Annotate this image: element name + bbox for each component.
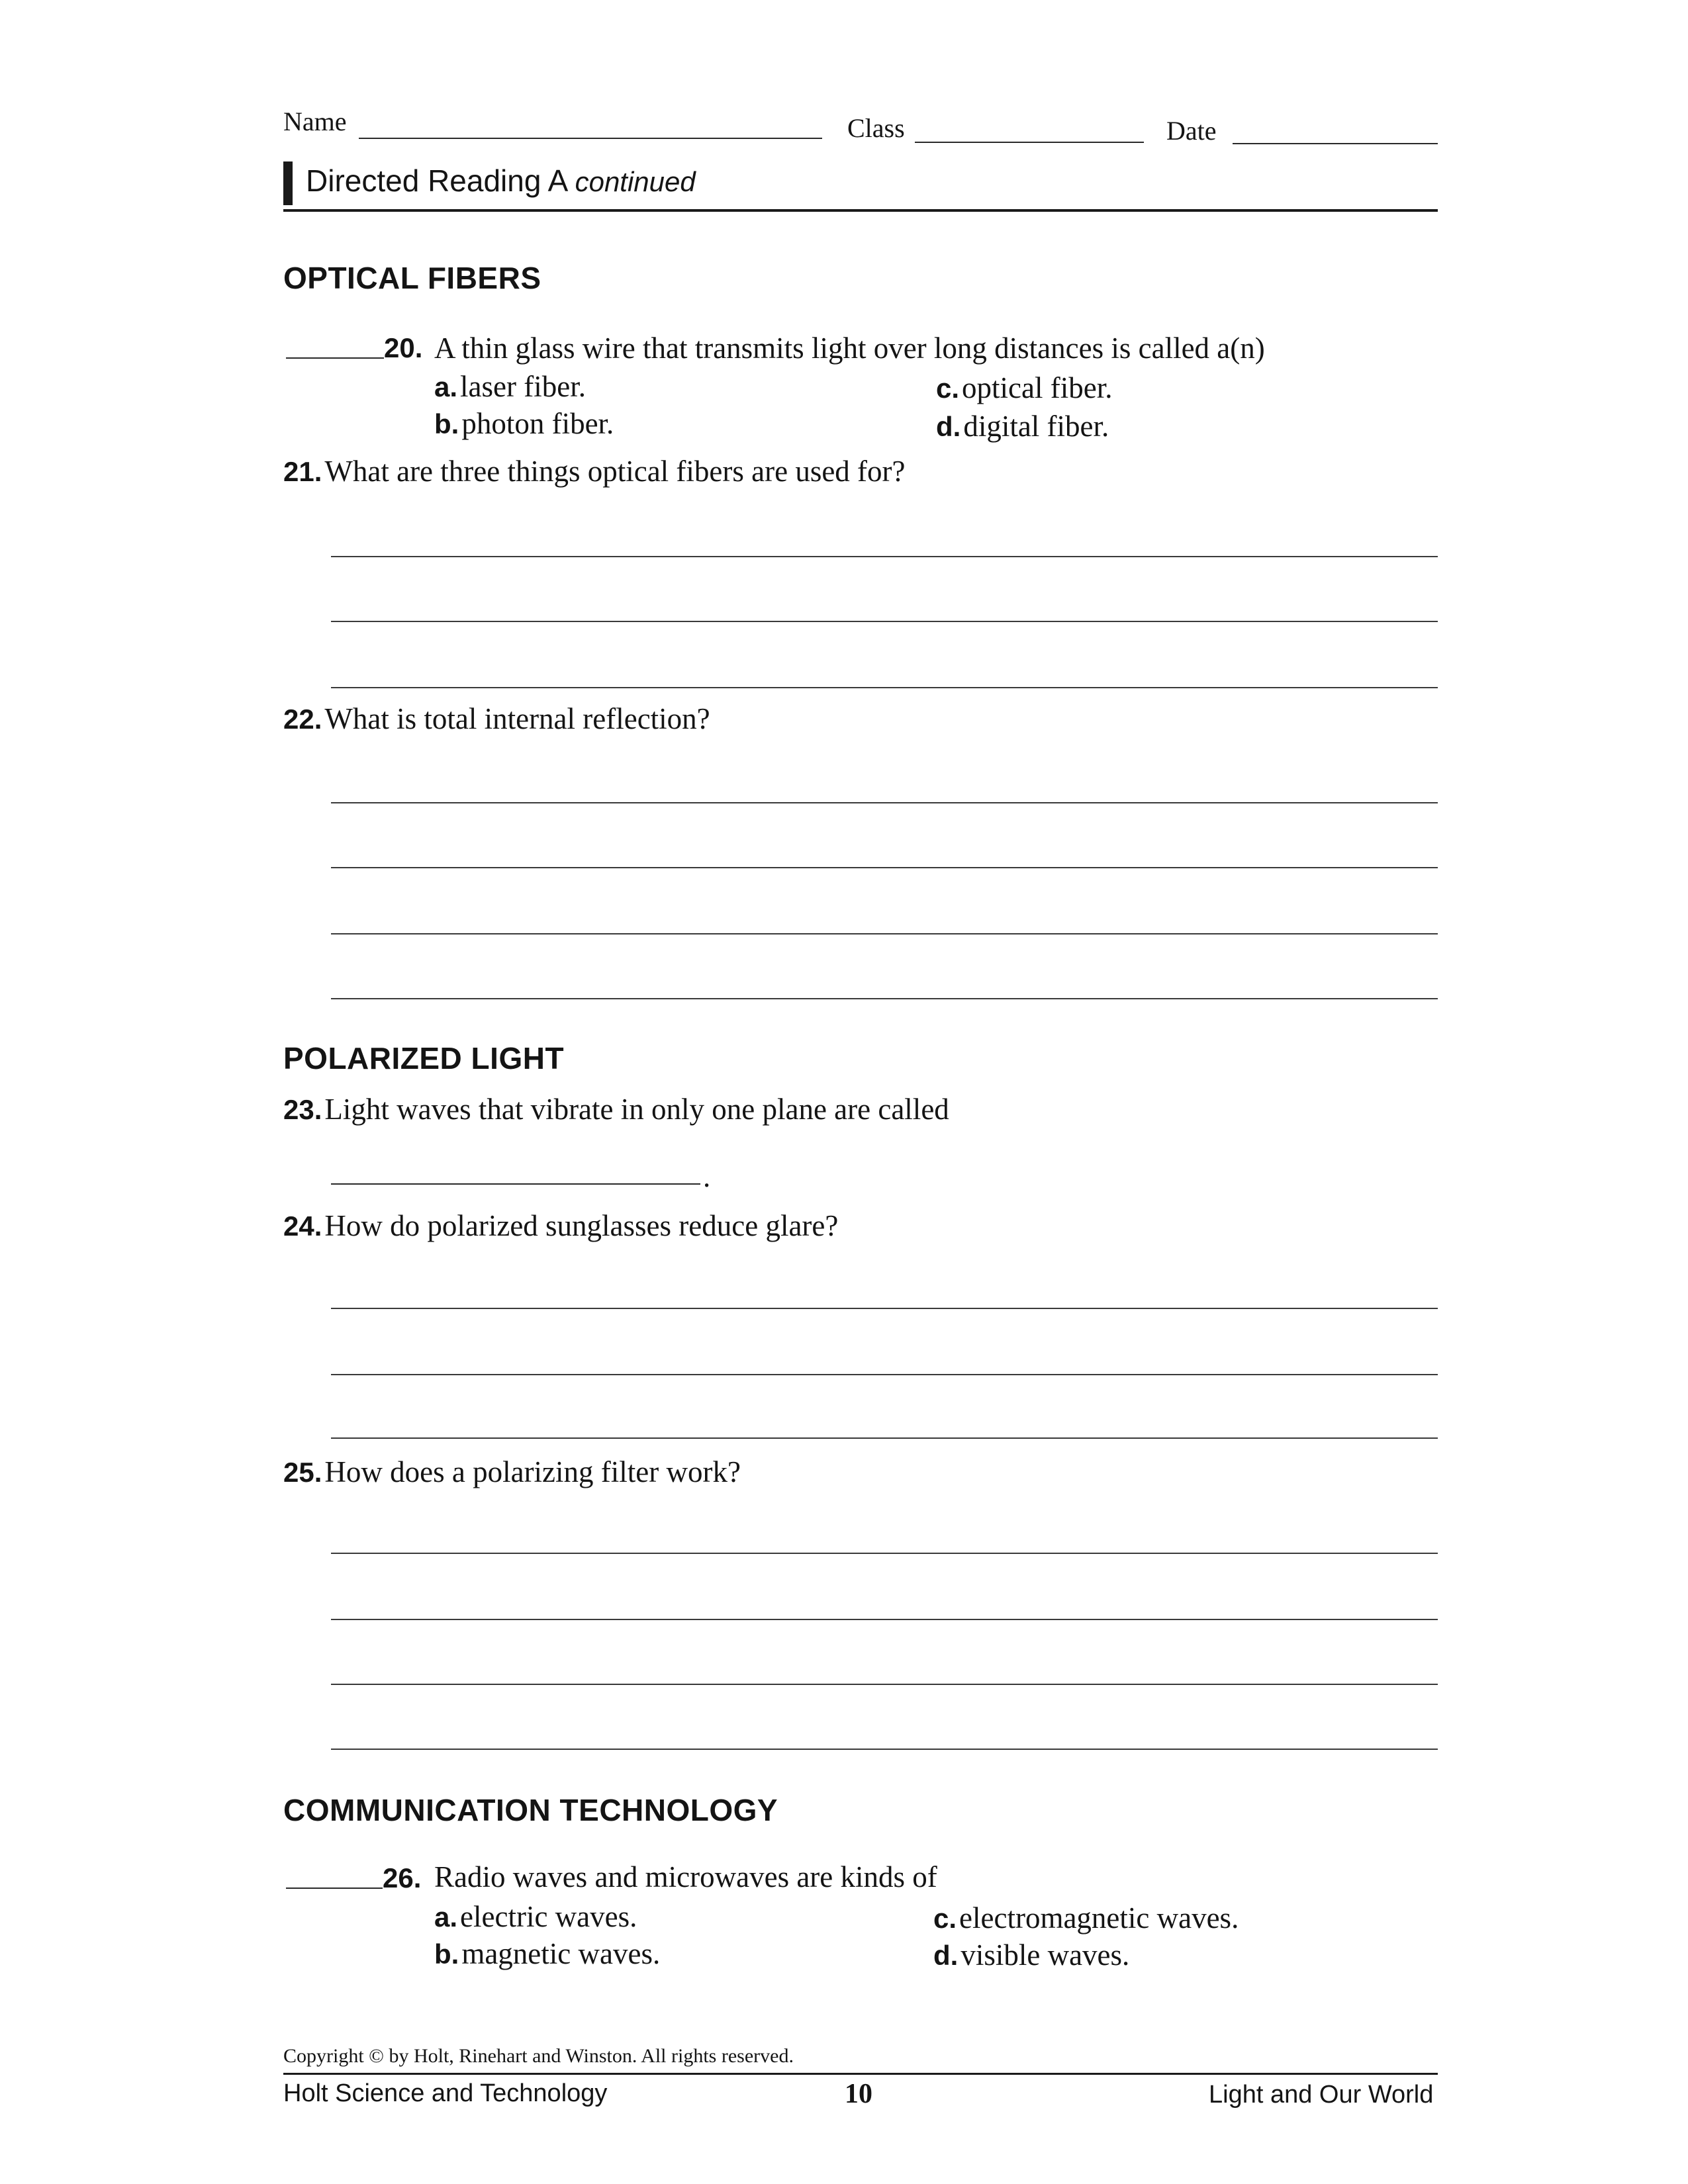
q24-answer-line[interactable] xyxy=(331,1437,1438,1439)
q21-answer-line[interactable] xyxy=(331,556,1438,557)
date-label: Date xyxy=(1166,116,1217,146)
q24-answer-line[interactable] xyxy=(331,1374,1438,1375)
date-field[interactable] xyxy=(1233,143,1438,144)
banner-bar xyxy=(283,161,293,205)
class-label: Class xyxy=(847,113,905,143)
q26-option-d: d. visible waves. xyxy=(933,1938,1130,1972)
q25-answer-line[interactable] xyxy=(331,1684,1438,1685)
q26-option-b: b. magnetic waves. xyxy=(434,1937,661,1970)
q21-answer-line[interactable] xyxy=(331,621,1438,622)
q23-period: . xyxy=(703,1160,711,1193)
class-field[interactable] xyxy=(915,142,1144,143)
footer-chapter-title: Light and Our World xyxy=(1209,2081,1434,2109)
q21-answer-line[interactable] xyxy=(331,687,1438,688)
q24: 24. How do polarized sunglasses reduce glare? xyxy=(283,1209,839,1242)
banner-title: Directed Reading A continued xyxy=(306,163,696,198)
q25: 25. How does a polarizing filter work? xyxy=(283,1455,741,1488)
q25-answer-line[interactable] xyxy=(331,1749,1438,1750)
q20-option-c: c. optical fiber. xyxy=(936,371,1113,404)
q26-answer-blank[interactable] xyxy=(286,1888,383,1889)
q22-answer-line[interactable] xyxy=(331,867,1438,868)
q26-text: Radio waves and microwaves are kinds of xyxy=(434,1860,937,1893)
q20-option-a: a. laser fiber. xyxy=(434,370,586,403)
q23: 23. Light waves that vibrate in only one plane are called xyxy=(283,1093,949,1126)
q22-answer-line[interactable] xyxy=(331,802,1438,803)
q23-answer-blank[interactable] xyxy=(331,1183,700,1185)
q21: 21. What are three things optical fibers are used for? xyxy=(283,455,906,488)
q26-option-c: c. electromagnetic waves. xyxy=(933,1901,1239,1934)
q20-answer-blank[interactable] xyxy=(286,357,384,359)
banner-continued: continued xyxy=(575,166,696,197)
q20-option-b: b. photon fiber. xyxy=(434,407,614,440)
q25-answer-line[interactable] xyxy=(331,1619,1438,1620)
name-label: Name xyxy=(283,107,347,136)
q25-answer-line[interactable] xyxy=(331,1553,1438,1554)
q22-answer-line[interactable] xyxy=(331,998,1438,999)
q24-answer-line[interactable] xyxy=(331,1308,1438,1309)
q26-option-a: a. electric waves. xyxy=(434,1900,637,1933)
q26-number: 26. xyxy=(383,1862,422,1893)
banner-rule xyxy=(283,209,1438,212)
footer-book-title: Holt Science and Technology xyxy=(283,2079,608,2107)
q20-text: A thin glass wire that transmits light over long distances is called a(n) xyxy=(434,332,1265,365)
q22-answer-line[interactable] xyxy=(331,933,1438,934)
name-field[interactable] xyxy=(359,138,822,139)
q20-option-d: d. digital fiber. xyxy=(936,410,1109,443)
q22: 22. What is total internal reflection? xyxy=(283,702,710,735)
footer-rule xyxy=(283,2073,1438,2075)
q20-number: 20. xyxy=(384,332,423,363)
page-number: 10 xyxy=(845,2079,872,2109)
copyright: Copyright © by Holt, Rinehart and Winston. All rights reserved. xyxy=(283,2045,794,2067)
section-optical-fibers: OPTICAL FIBERS xyxy=(283,261,541,295)
section-polarized-light: POLARIZED LIGHT xyxy=(283,1041,565,1075)
section-communication-technology: COMMUNICATION TECHNOLOGY xyxy=(283,1793,778,1827)
